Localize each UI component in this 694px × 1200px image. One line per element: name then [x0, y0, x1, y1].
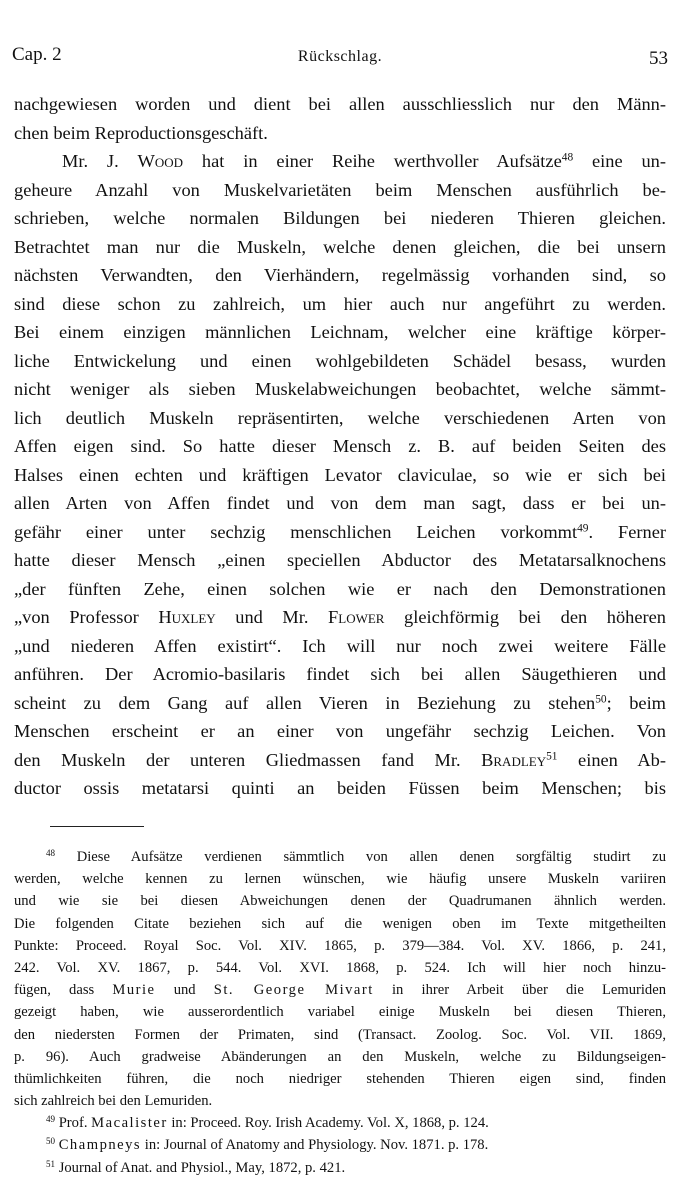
footnote-line: Punkte: Proceed. Royal Soc. Vol. XIV. 1865, p. 379—384. Vol. XV. 1866, p. 241,	[14, 937, 666, 954]
text-line: gefähr einer unter sechzig menschlichen Leichen vorkommt$^{49}$. Ferner	[14, 521, 666, 542]
footnote-number: 48	[46, 848, 56, 859]
author-name: Bradley	[481, 749, 547, 770]
footnote-ref: 50	[595, 693, 607, 706]
footnote-ref: 48	[561, 151, 574, 164]
footnote-line: werden, welche kennen zu lernen wünschen, wie häufig unsere Muskeln variiren	[14, 871, 666, 888]
text-line: „und niederen Affen existirt“. Ich will nur noch zwei weitere Fälle	[14, 635, 666, 656]
author-name: Wood	[137, 151, 184, 171]
text-line: nächsten Verwandten, den Vierhändern, regelmässig vorhanden sind, so	[14, 265, 666, 285]
text-line: sind diese schon zu zahlreich, um hier auch nur angeführt zu werden.	[14, 293, 666, 314]
text-line: geheure Anzahl von Muskelvarietäten beim Menschen ausführlich be-	[14, 179, 666, 200]
footnote-line: und wie sie bei diesen Abweichungen denen der Quadrumanen ähnlich werden.	[14, 893, 666, 910]
footnote-line: sich zahlreich bei den Lemuriden.	[14, 1093, 213, 1110]
author-name: Macalister	[91, 1115, 168, 1132]
text-line: Bei einem einzigen männlichen Leichnam, welcher eine kräftige körper-	[14, 322, 666, 342]
footnote-ref: 51	[546, 750, 558, 763]
footnote-number: 50	[46, 1136, 56, 1147]
text-line: nicht weniger als sieben Muskelabweichungen beobachtet, welche sämmt-	[14, 379, 666, 399]
text-line: hatte dieser Mensch „einen speciellen Abductor des Metatarsalknochens	[14, 550, 666, 570]
author-name: Murie	[112, 982, 156, 999]
text-line: chen beim Reproductionsgeschäft.	[14, 122, 268, 143]
footnote-line: $^{48}$ Diese Aufsätze verdienen sämmtlich von allen denen sorgfältig studirt zu	[46, 848, 666, 865]
footnote-line: fügen, dass Murie und St. George Mivart in ihrer Arbeit über die Lemuriden	[14, 982, 666, 999]
running-title: Rückschlag.	[297, 48, 383, 65]
footnote-line: 242. Vol. XV. 1867, p. 544. Vol. XVI. 1868, p. 524. Ich will hier noch hinzu-	[14, 959, 666, 976]
footnote-line: p. 96). Auch gradweise Abänderungen an den Muskeln, welche zu Bildungseigen-	[14, 1048, 666, 1065]
page-number: 53	[649, 48, 668, 69]
text-line: „der fünften Zehe, einen solchen wie er nach den Demonstrationen	[14, 578, 666, 599]
text-line: allen Arten von Affen findet und von dem man sagt, dass er bei un-	[14, 493, 666, 513]
footnote-number: 51	[46, 1158, 56, 1169]
text-line: Betrachtet man nur die Muskeln, welche denen gleichen, die bei unsern	[14, 236, 666, 257]
text-line: anführen. Der Acromio-basilaris findet sich bei allen Säugethieren und	[14, 664, 666, 684]
text-line: Mr. J. Wood hat in einer Reihe werthvoller Aufsätze$^{48}$ eine un-	[62, 151, 666, 171]
footnote-divider	[50, 826, 144, 827]
chapter-label: Cap. 2	[12, 44, 62, 65]
author-name: Huxley	[158, 607, 216, 627]
author-name: Champneys	[58, 1137, 142, 1154]
footnote-line: den niedersten Formen der Primaten, sind (Transact. Zoolog. Soc. Vol. VII. 1869,	[14, 1026, 666, 1043]
footnote-line: thümlichkeiten führen, die noch niedriger stehenden Thieren eigen sind, finden	[14, 1070, 666, 1087]
running-header	[12, 44, 668, 74]
footnotes	[14, 846, 666, 1179]
text-line: liche Entwickelung und einen wohlgebildeten Schädel besass, wurden	[14, 350, 666, 371]
text-line: ductor ossis metatarsi quinti an beiden Füssen beim Menschen; bis	[14, 778, 666, 798]
footnote-50: $^{50}$ Champneys in: Journal of Anatomy and Physiology. Nov. 1871. p. 178.	[46, 1136, 489, 1154]
text-line: lich deutlich Muskeln repräsentirten, welche verschiedenen Arten von	[14, 407, 666, 428]
footnote-51: $^{51}$ Journal of Anat. and Physiol., May, 1872, p. 421.	[46, 1158, 346, 1176]
author-name: St. George Mivart	[213, 982, 374, 999]
text-line: Affen eigen sind. So hatte dieser Mensch z. B. auf beiden Seiten des	[14, 436, 666, 456]
footnote-line: Die folgenden Citate beziehen sich auf die wenigen oben im Texte mitgetheilten	[14, 915, 666, 932]
footnote-line: gezeigt haben, wie ausserordentlich variabel einige Muskeln bei diesen Thieren,	[14, 1004, 666, 1021]
text-line: Menschen erscheint er an einer von ungefähr sechzig Leichen. Von	[14, 721, 666, 741]
author-name: Flower	[328, 607, 385, 627]
text-line: schrieben, welche normalen Bildungen bei niederen Thieren gleichen.	[14, 208, 666, 228]
footnote-49: $^{49}$ Prof. Macalister in: Proceed. Roy. Irish Academy. Vol. X, 1868, p. 124.	[46, 1114, 489, 1132]
footnote-number: 49	[46, 1114, 56, 1125]
text-line: Halses einen echten und kräftigen Levator claviculae, so wie er sich bei	[14, 464, 666, 485]
body-text	[14, 90, 666, 803]
text-line: nachgewiesen worden und dient bei allen ausschliesslich nur den Männ-	[14, 94, 666, 114]
text-line: scheint zu dem Gang auf allen Vieren in Beziehung zu stehen$^{50}$; beim	[14, 692, 666, 713]
footnote-ref: 49	[577, 522, 589, 535]
text-line: „von Professor Huxley und Mr. Flower gleichförmig bei den höheren	[14, 607, 666, 627]
text-line: den Muskeln der unteren Gliedmassen fand Mr. Bradley$^{51}$ einen Ab-	[14, 749, 666, 770]
